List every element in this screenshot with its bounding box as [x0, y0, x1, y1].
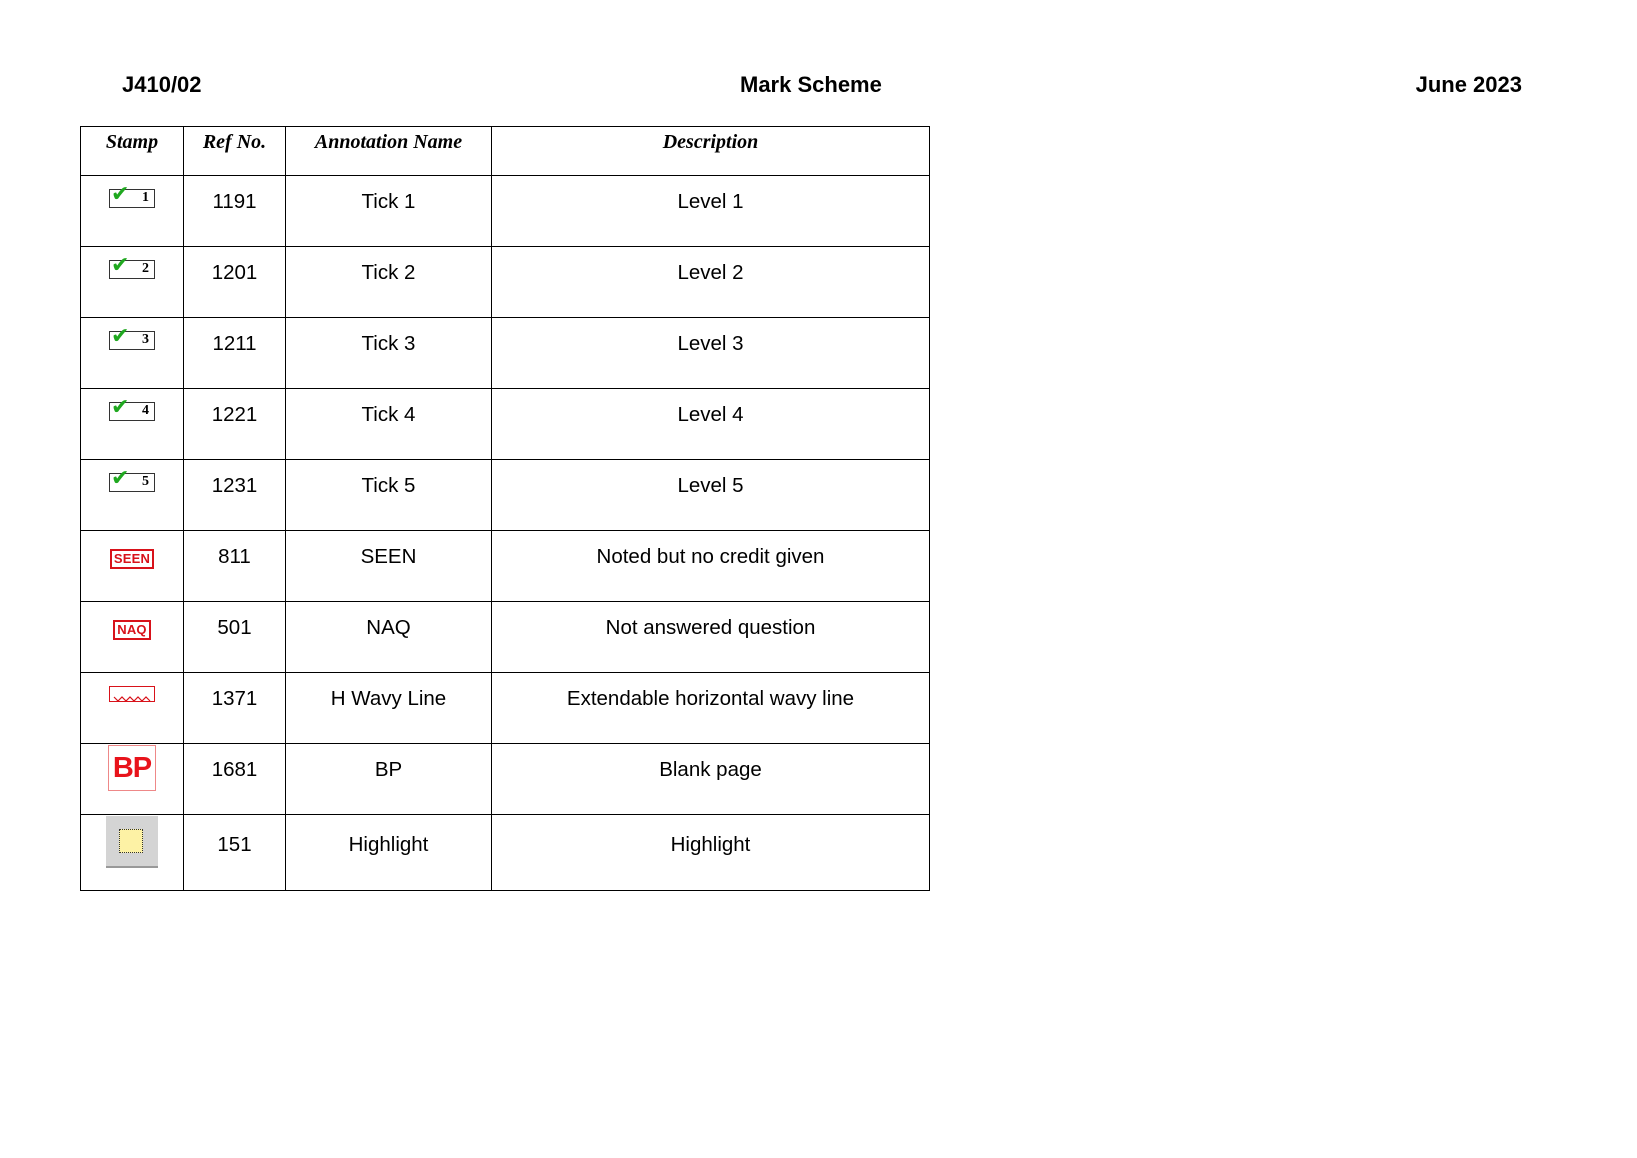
table-row: [81, 673, 930, 744]
table-row: [81, 460, 930, 531]
annotation-name-cell: SEEN: [286, 531, 492, 602]
column-header-ref-no: Ref No.: [184, 127, 286, 176]
annotation-name-cell: Tick 1: [286, 176, 492, 247]
description-cell: Highlight: [492, 815, 930, 891]
annotations-table: [80, 126, 930, 891]
naq-stamp-icon: NAQ: [113, 620, 151, 640]
annotation-name-cell: Tick 2: [286, 247, 492, 318]
stamp-cell: [81, 815, 184, 891]
stamp-cell: [81, 460, 184, 531]
stamp-cell: [81, 176, 184, 247]
description-cell: Not answered question: [492, 602, 930, 673]
stamp-cell: [81, 602, 184, 673]
description-cell: Level 5: [492, 460, 930, 531]
tick-1-stamp-icon: ✔ 1: [109, 189, 155, 208]
table-row: [81, 744, 930, 815]
ref-no-cell: 1681: [184, 744, 286, 815]
table-row: [81, 247, 930, 318]
description-cell: Level 3: [492, 318, 930, 389]
ref-no-cell: 151: [184, 815, 286, 891]
wavy-line-stamp-icon: [109, 686, 155, 702]
ref-no-cell: 1211: [184, 318, 286, 389]
column-header-description: Description: [492, 127, 930, 176]
description-cell: Level 4: [492, 389, 930, 460]
table-row: [81, 815, 930, 891]
stamp-cell: [81, 673, 184, 744]
tick-2-stamp-icon: ✔ 2: [109, 260, 155, 279]
document-code: J410/02: [122, 72, 202, 97]
annotation-name-cell: Highlight: [286, 815, 492, 891]
ref-no-cell: 1201: [184, 247, 286, 318]
table-row: [81, 389, 930, 460]
ref-no-cell: 1221: [184, 389, 286, 460]
ref-no-cell: 1191: [184, 176, 286, 247]
annotation-name-cell: Tick 4: [286, 389, 492, 460]
seen-stamp-icon: SEEN: [110, 549, 154, 569]
bp-stamp-icon: BP: [108, 745, 156, 791]
table-row: [81, 531, 930, 602]
column-header-annotation-name: Annotation Name: [286, 127, 492, 176]
tick-4-stamp-icon: ✔ 4: [109, 402, 155, 421]
annotation-name-cell: Tick 5: [286, 460, 492, 531]
stamp-cell: [81, 318, 184, 389]
annotation-name-cell: BP: [286, 744, 492, 815]
table-row: [81, 602, 930, 673]
stamp-cell: [81, 744, 184, 815]
document-title: Mark Scheme: [740, 72, 882, 97]
table-header-row: [81, 127, 930, 176]
description-cell: Blank page: [492, 744, 930, 815]
column-header-stamp: Stamp: [81, 127, 184, 176]
tick-3-stamp-icon: ✔ 3: [109, 331, 155, 350]
ref-no-cell: 1231: [184, 460, 286, 531]
annotation-name-cell: Tick 3: [286, 318, 492, 389]
annotation-name-cell: H Wavy Line: [286, 673, 492, 744]
table-row: [81, 176, 930, 247]
description-cell: Level 1: [492, 176, 930, 247]
ref-no-cell: 501: [184, 602, 286, 673]
stamp-cell: [81, 247, 184, 318]
description-cell: Noted but no credit given: [492, 531, 930, 602]
description-cell: Extendable horizontal wavy line: [492, 673, 930, 744]
tick-5-stamp-icon: ✔ 5: [109, 473, 155, 492]
highlight-stamp-icon: [106, 816, 158, 868]
description-cell: Level 2: [492, 247, 930, 318]
document-date: June 2023: [1415, 72, 1522, 97]
table-row: [81, 318, 930, 389]
stamp-cell: [81, 531, 184, 602]
ref-no-cell: 811: [184, 531, 286, 602]
annotation-name-cell: NAQ: [286, 602, 492, 673]
ref-no-cell: 1371: [184, 673, 286, 744]
stamp-cell: [81, 389, 184, 460]
